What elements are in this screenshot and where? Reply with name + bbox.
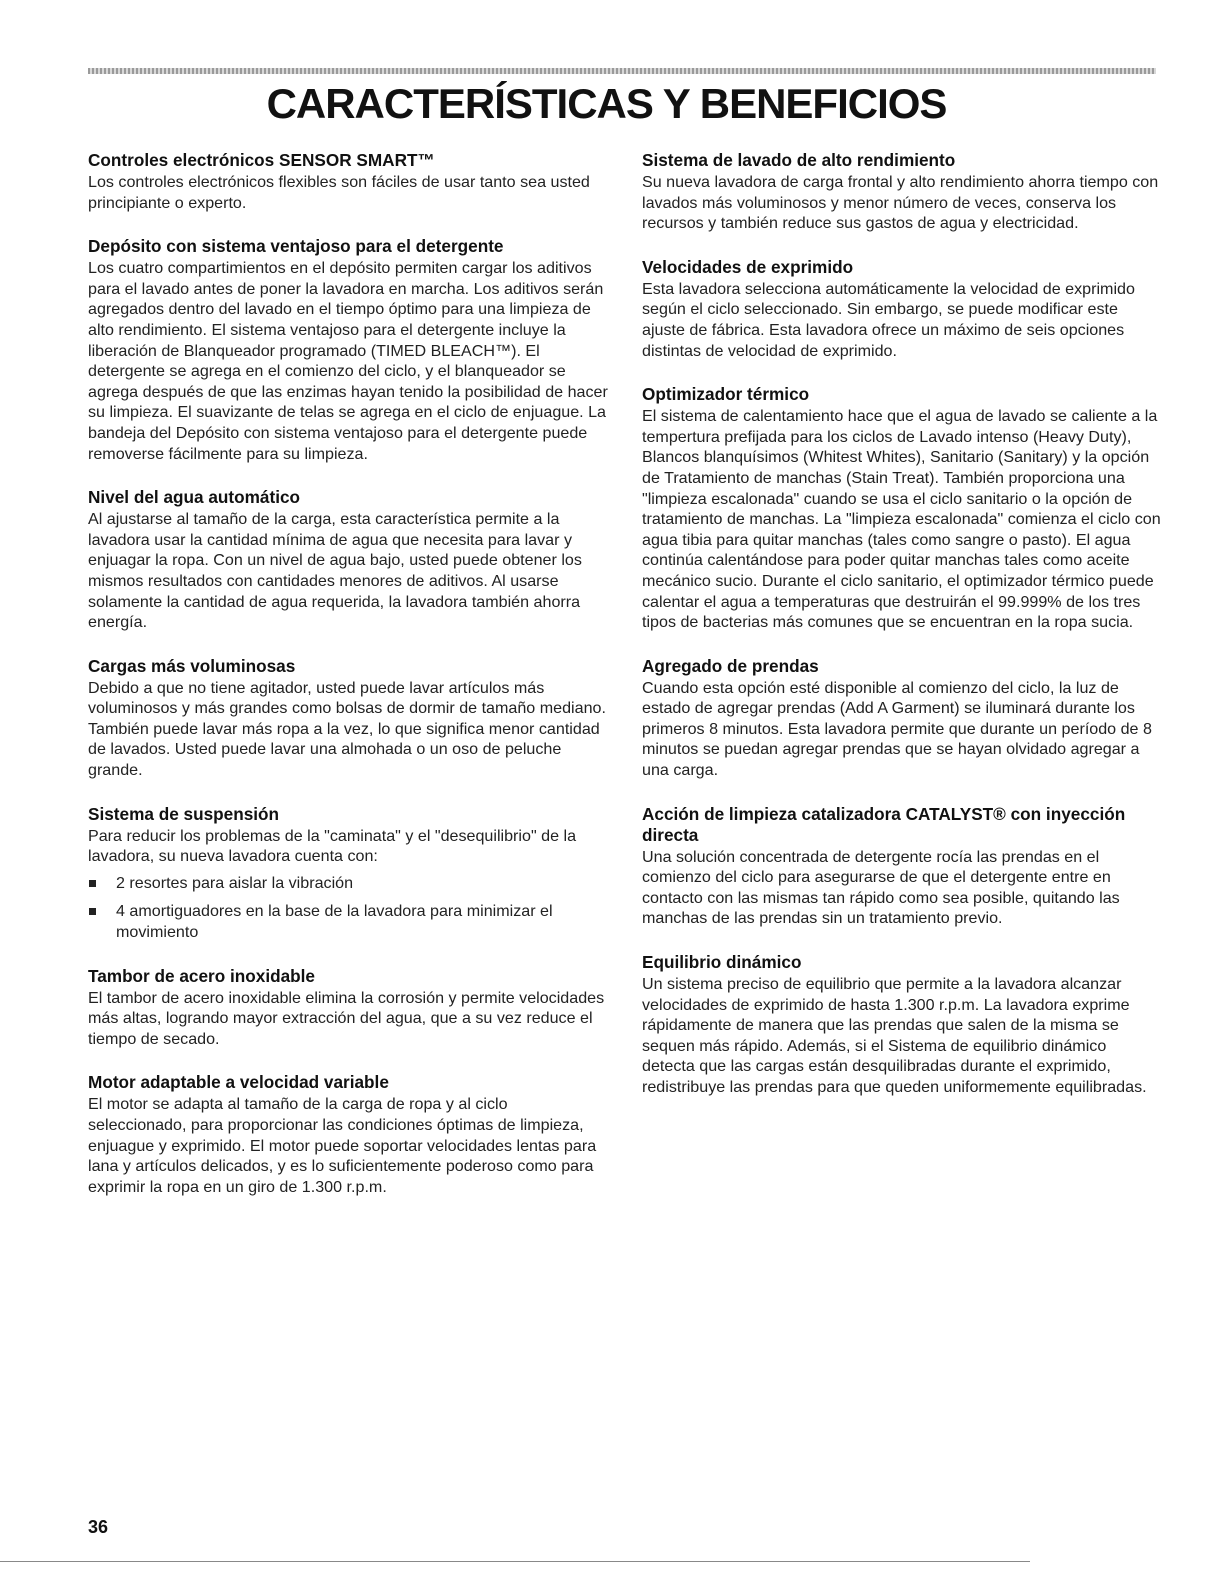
bullet-square-icon — [89, 908, 96, 915]
section-spin-speeds — [642, 257, 1162, 361]
section-heading: Controles electrónicos SENSOR SMART™ — [88, 150, 435, 170]
section-body: El sistema de calentamiento hace que el agua de lavado se caliente a la tempertura prefijada para los ciclos de Lavado intenso (Heavy Duty), Blancos blanquísimos (Whitest Whites), Sanitario (Sanitary) y la opción de Tratamiento de manchas (Stain Treat). También proporciona una "limpieza escalonada" cuando se usa el ciclo sanitario o la opción de tratamiento de manchas. La "limpieza escalonada" comienza el ciclo con agua tibia para quitar manchas (tales como sangre o pasto). El agua continúa calentándose para poder quitar manchas tales como aceite mecánico sucio. Durante el ciclo sanitario, el optimizador térmico puede calentar el agua a temperaturas que destruirán el 99.999% de los tres tipos de bacterias más comunes que se encuentran en la ropa sucia. — [642, 407, 1161, 632]
list-item — [88, 901, 608, 942]
section-heading: Sistema de lavado de alto rendimiento — [642, 150, 956, 170]
section-larger-loads — [88, 656, 608, 781]
section-body: Para reducir los problemas de la "caminata" y el "desequilibrio" de la lavadora, su nueva lavadora cuenta con: — [88, 826, 577, 866]
section-heading: Velocidades de exprimido — [642, 256, 854, 277]
section-variable-motor — [88, 1072, 608, 1197]
section-heading: Agregado de prendas — [642, 655, 819, 676]
section-add-garment — [642, 656, 1162, 781]
section-body: El motor se adapta al tamaño de la carga de ropa y al ciclo seleccionado, para proporcionar las condiciones óptimas de limpieza, enjuague y exprimido. El motor puede soportar velocidades lentas para lana y artículos delicados, y es lo suficientemente poderoso como para exprimir la ropa en un giro de 1.300 r.p.m. — [88, 1095, 597, 1196]
bullet-list — [88, 873, 608, 943]
section-heading: Depósito con sistema ventajoso para el detergente — [88, 236, 504, 257]
section-heading: Optimizador térmico — [642, 384, 810, 405]
section-catalyst — [642, 804, 1162, 929]
section-heading: Cargas más voluminosas — [88, 655, 296, 676]
section-dynamic-balance — [642, 952, 1162, 1098]
top-decorative-rule — [88, 68, 1156, 74]
section-thermal-optimizer — [642, 384, 1162, 633]
section-heading: Acción de limpieza catalizadora CATALYST® con inyección directa — [642, 803, 1126, 845]
list-item-text: 4 amortiguadores en la base de la lavadora para minimizar el movimiento — [116, 902, 553, 942]
section-stainless-drum — [88, 966, 608, 1050]
section-body: Un sistema preciso de equilibrio que permite a la lavadora alcanzar velocidades de exprimido de hasta 1.300 r.p.m. La lavadora exprime rápidamente de manera que las prendas que salen de la misma se sequen más rápido. Además, si el Sistema de equilibrio dinámico detecta que las cargas están desquilibradas durante el exprimido, redistribuye las prendas para que queden uniformemente equilibradas. — [642, 975, 1147, 1096]
section-body: Los cuatro compartimientos en el depósito permiten cargar los aditivos para el lavado antes de poner la lavadora en marcha. Los aditivos serán agregados dentro del lavado en el tiempo óptimo para una limpieza de alto rendimiento. El sistema ventajoso para el detergente incluye la liberación de Blanqueador programado (TIMED BLEACH™). El detergente se agrega en el comienzo del ciclo, y el blanqueador se agrega después de que las enzimas hayan tenido la posibilidad de hacer su limpieza. El suavizante de telas se agrega en el ciclo de enjuague. La bandeja del Depósito con sistema ventajoso para el detergente puede removerse fácilmente para su limpieza. — [88, 259, 608, 463]
section-heading: Tambor de acero inoxidable — [88, 965, 315, 986]
section-body: Su nueva lavadora de carga frontal y alto rendimiento ahorra tiempo con lavados más voluminosos y menor número de veces, conserva los recursos y también reduce sus gastos de agua y electricidad. — [642, 173, 1159, 233]
section-sensor-smart — [88, 150, 608, 213]
list-item-text: 2 resortes para aislar la vibración — [116, 873, 354, 892]
section-body: Los controles electrónicos flexibles son fáciles de usar tanto sea usted principiante o experto. — [88, 173, 590, 212]
section-body: Debido a que no tiene agitador, usted puede lavar artículos más voluminosos y más grandes como bolsas de dormir de tamaño mediano. También puede lavar más ropa a la vez, lo que significa menor cantidad de lavados. Usted puede lavar una almohada o un oso de peluche grande. — [88, 678, 606, 780]
list-item — [88, 873, 608, 894]
section-body: Al ajustarse al tamaño de la carga, esta característica permite a la lavadora usar la cantidad mínima de agua que necesita para lavar y enjuagar la ropa. Con un nivel de agua bajo, usted puede obtener los mismos resultados con cantidades menores de aditivos. Al usarse solamente la cantidad de agua requerida, la lavadora también ahorra energía. — [88, 510, 582, 632]
section-body: Una solución concentrada de detergente rocía las prendas en el comienzo del ciclo para asegurarse de que el detergente entre en contacto con las mismas tan rápido como sea posible, quitando las manchas de las prendas sin un tratamiento previo. — [642, 847, 1120, 928]
bullet-square-icon — [89, 880, 96, 887]
section-suspension — [88, 804, 608, 943]
section-body: Esta lavadora selecciona automáticamente la velocidad de exprimido según el ciclo seleccionado. Sin embargo, se puede modificar este ajuste de fábrica. Esta lavadora ofrece un máximo de seis opciones distintas de velocidad de exprimido. — [642, 279, 1135, 360]
bottom-rule — [0, 1561, 1030, 1562]
section-heading: Motor adaptable a velocidad variable — [88, 1072, 389, 1093]
page-number: 36 — [88, 1517, 109, 1537]
section-body: Cuando esta opción esté disponible al comienzo del ciclo, la luz de estado de agregar prendas (Add A Garment) se iluminará durante los primeros 8 minutos. Esta lavadora permite que durante un período de 8 minutos se puedan agregar prendas que se hayan olvidado agregar a una carga. — [642, 678, 1152, 780]
left-column — [88, 150, 608, 1220]
section-water-level — [88, 487, 608, 633]
section-body: El tambor de acero inoxidable elimina la corrosión y permite velocidades más altas, logrando mayor extracción del agua, que a su vez reduce el tiempo de secado. — [88, 988, 605, 1048]
section-heading: Nivel del agua automático — [88, 487, 301, 508]
page-title: CARACTERÍSTICAS Y BENEFICIOS — [266, 80, 947, 127]
section-heading: Equilibrio dinámico — [642, 952, 802, 973]
section-high-efficiency — [642, 150, 1162, 234]
right-column — [642, 150, 1162, 1121]
section-detergent-dispenser — [88, 236, 608, 464]
section-heading: Sistema de suspensión — [88, 803, 280, 824]
